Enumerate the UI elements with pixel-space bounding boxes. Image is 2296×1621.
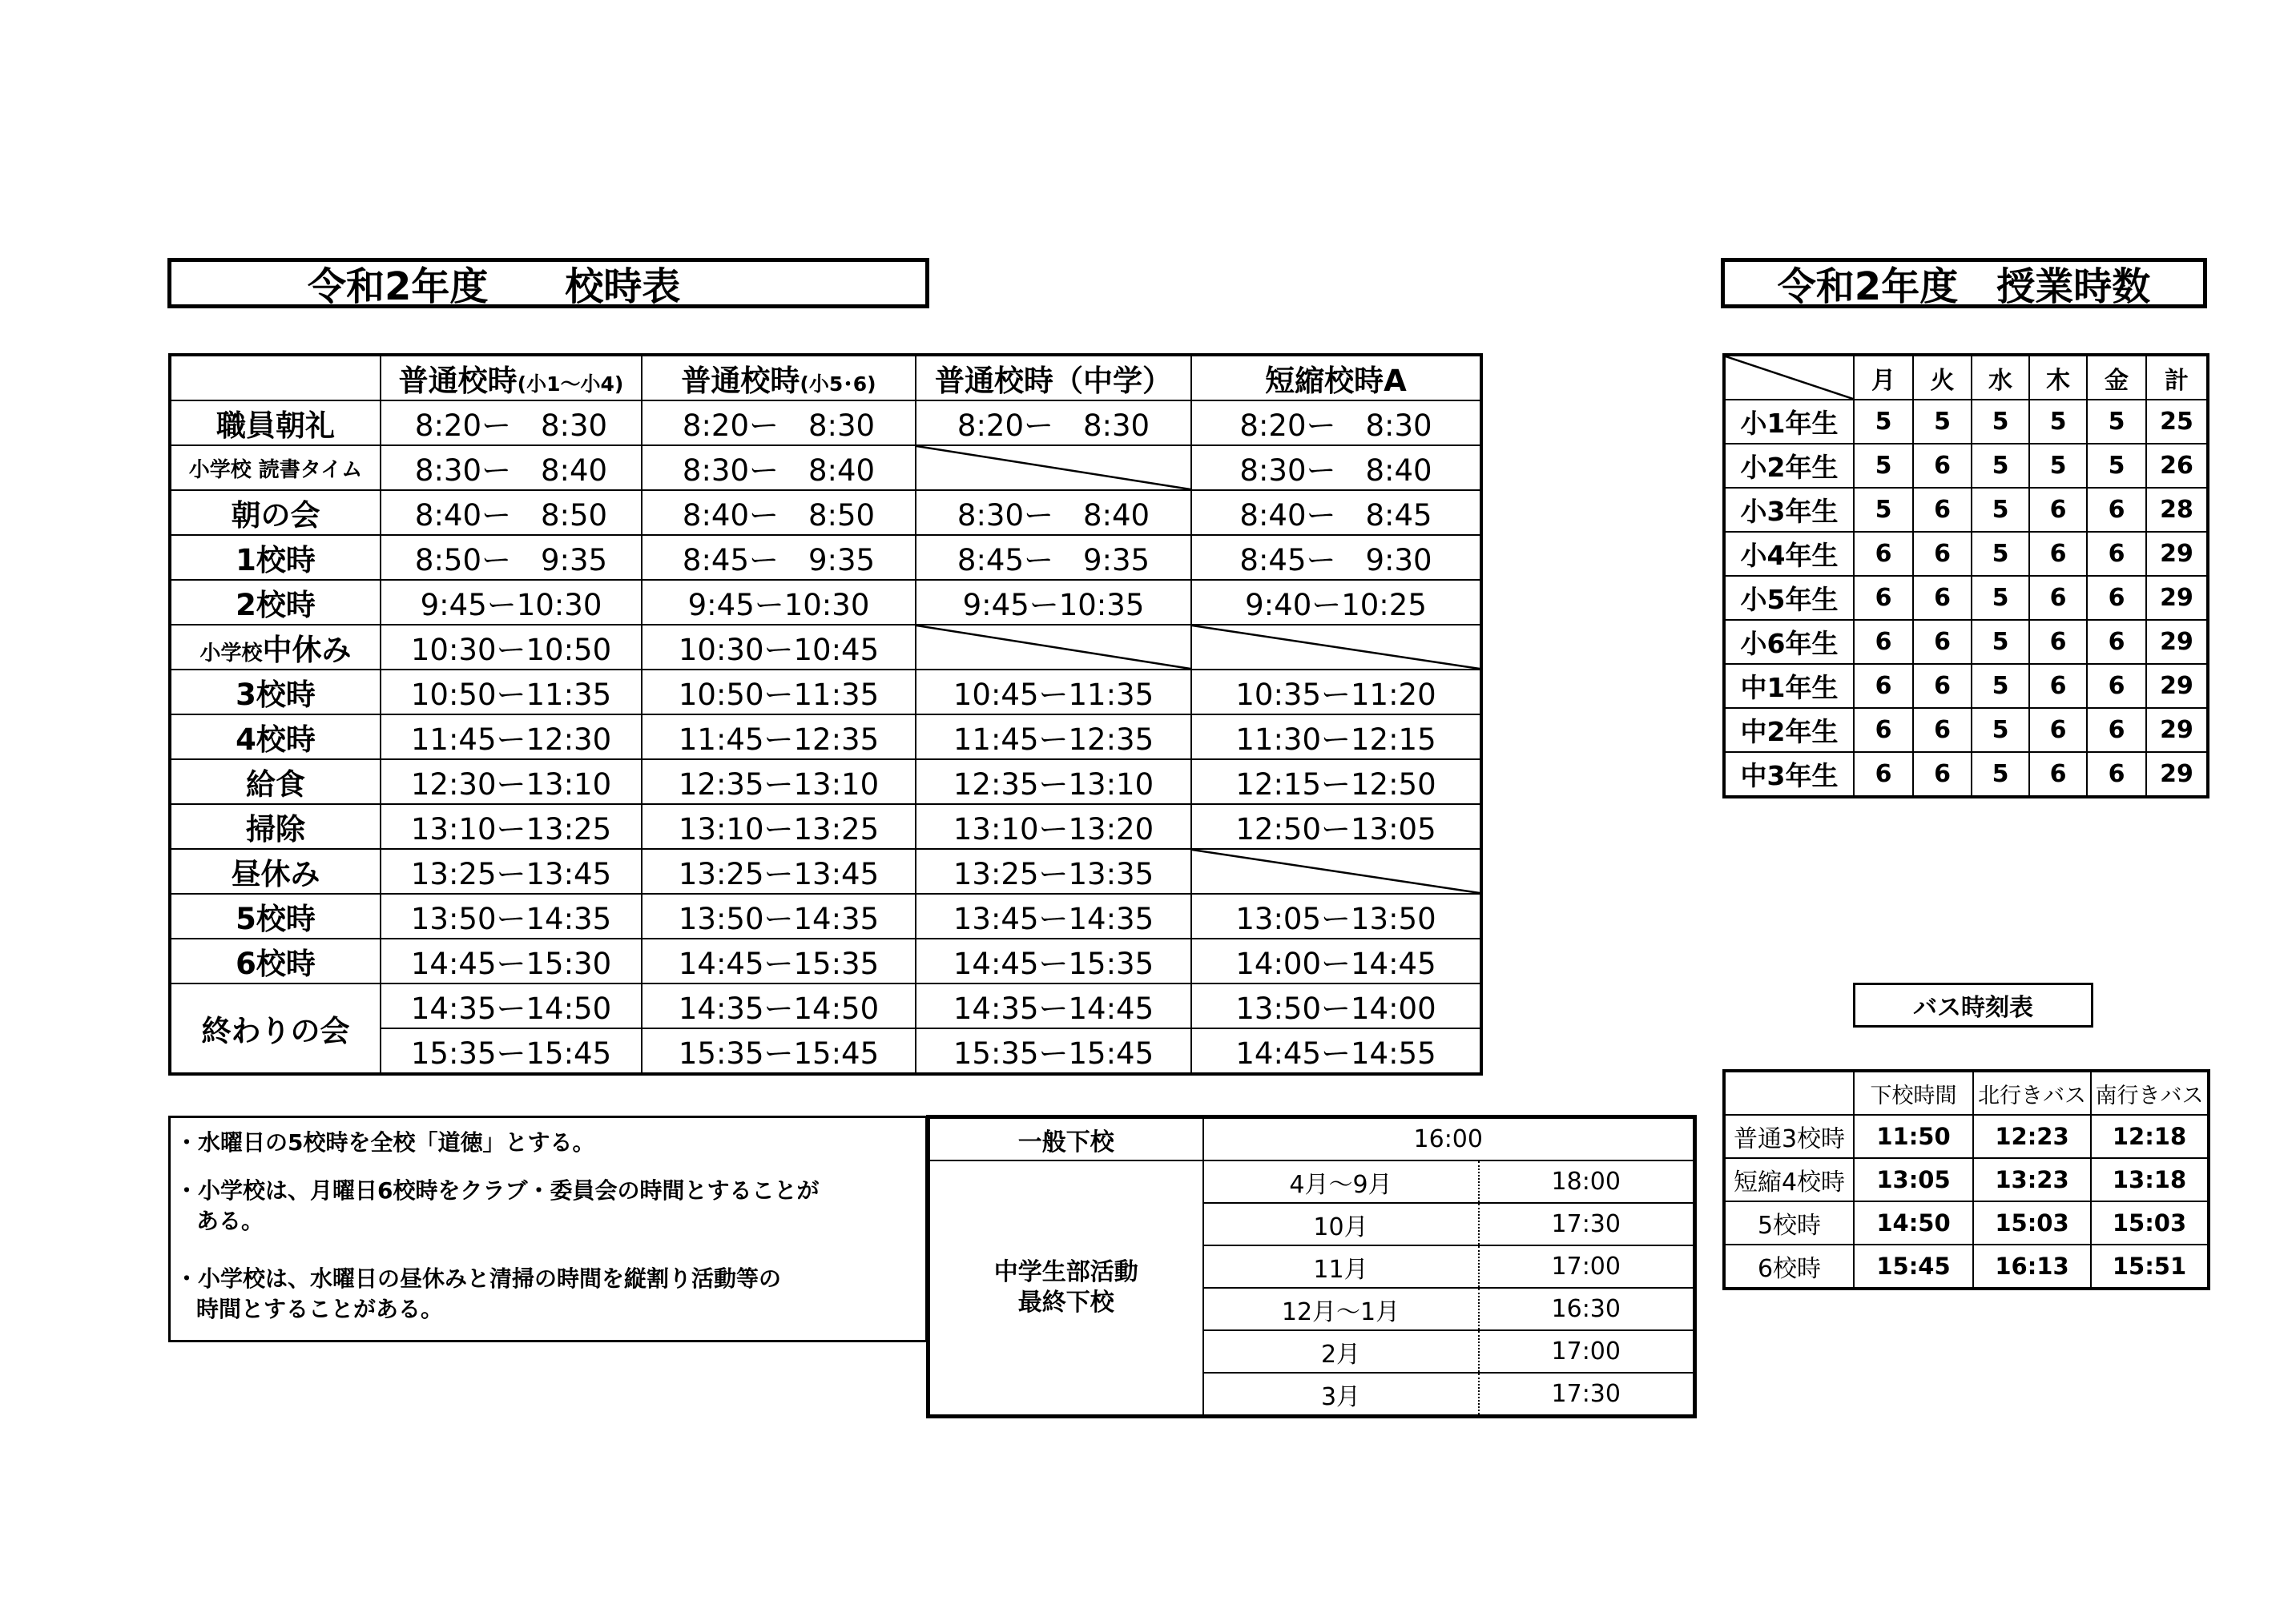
table-row [1724,532,2208,576]
time-cell: 15:35ー15:45 [381,1028,642,1074]
schedule-title: 令和2年度 校時表 [167,258,929,308]
grade-label: 中3年生 [1724,752,1854,797]
time-cell: 14:35ー14:50 [642,983,916,1028]
time-cell: 8:30ー 8:40 [381,445,642,490]
time-cell: 13:25ー13:45 [381,849,642,894]
month-cell: 3月 [1203,1373,1479,1417]
time-cell: 10:50ー11:35 [381,670,642,714]
time-cell: 12:35ー13:10 [916,759,1191,804]
hours-cell: 5 [1972,664,2029,708]
bus-header: 北行きバス [1973,1071,2091,1115]
table-row [170,580,1481,625]
day-header: 月 [1854,355,1913,400]
row-label: 3校時 [170,670,381,714]
time-cell: 9:45ー10:35 [916,580,1191,625]
total-cell: 26 [2146,444,2208,488]
hours-title: 令和2年度 授業時数 [1721,258,2207,308]
hours-cell: 6 [1854,532,1913,576]
bus-row-label: 6校時 [1724,1245,1854,1289]
time-cell: 8:40ー 8:50 [381,490,642,535]
note-2: ・小学校は、月曜日6校時をクラブ・委員会の時間とすることが [175,1177,820,1204]
month-cell: 10月 [1203,1203,1479,1245]
empty-slashed-cell [1191,849,1481,894]
day-header: 金 [2087,355,2146,400]
hours-cell: 6 [1854,752,1913,797]
grade-label: 小3年生 [1724,488,1854,532]
table-row [1724,1158,2209,1201]
time-cell: 18:00 [1479,1160,1695,1203]
hours-cell: 6 [1854,664,1913,708]
time-cell: 13:50ー14:00 [1191,983,1481,1028]
col-header-3: 普通校時（中学） [916,355,1191,400]
table-row [170,983,1481,1028]
hours-cell: 6 [1913,576,1972,620]
time-cell: 14:45ー15:35 [916,939,1191,983]
hours-cell: 5 [2087,444,2146,488]
hours-cell: 5 [1972,708,2029,752]
hours-cell: 6 [2029,708,2087,752]
row-label: 終わりの会 [170,983,381,1074]
table-row [1724,620,2208,664]
time-cell: 10:30ー10:45 [642,625,916,670]
day-header: 水 [1972,355,2029,400]
hours-cell: 6 [2029,664,2087,708]
time-cell: 8:20ー 8:30 [642,400,916,445]
hours-cell: 6 [2087,664,2146,708]
hours-cell: 6 [1913,444,1972,488]
time-cell: 14:45ー15:35 [642,939,916,983]
row-label: 昼休み [170,849,381,894]
table-row [170,939,1481,983]
hours-cell: 5 [1972,444,2029,488]
bus-header: 南行きバス [2091,1071,2209,1115]
time-cell: 14:45ー14:55 [1191,1028,1481,1074]
time-cell: 8:50ー 9:35 [381,535,642,580]
table-row [1724,708,2208,752]
total-cell: 28 [2146,488,2208,532]
time-cell: 17:30 [1479,1373,1695,1417]
time-cell: 9:45ー10:30 [381,580,642,625]
hours-cell: 5 [1972,488,2029,532]
hours-cell: 6 [2029,532,2087,576]
col-header-4: 短縮校時A [1191,355,1481,400]
hours-cell: 5 [1972,532,2029,576]
hours-cell: 6 [1854,576,1913,620]
time-cell: 8:20ー 8:30 [381,400,642,445]
total-header: 計 [2146,355,2208,400]
table-row [1724,1115,2209,1158]
row-label: 5校時 [170,894,381,939]
row-label: 掃除 [170,804,381,849]
time-cell: 16:30 [1479,1288,1695,1330]
time-cell: 10:45ー11:35 [916,670,1191,714]
time-cell: 8:20ー 8:30 [916,400,1191,445]
bus-time: 13:18 [2091,1158,2209,1201]
dismissal-table [926,1115,1697,1418]
bus-time: 15:45 [1854,1245,1973,1289]
row-label: 職員朝礼 [170,400,381,445]
time-cell: 9:45ー10:30 [642,580,916,625]
empty-slashed-cell [1191,625,1481,670]
corner-cell [170,355,381,400]
table-row [170,849,1481,894]
hours-cell: 6 [1913,488,1972,532]
hours-cell: 5 [1854,444,1913,488]
corner-cell [1724,1071,1854,1115]
row-label: 給食 [170,759,381,804]
time-cell: 8:45ー 9:30 [1191,535,1481,580]
table-row [1724,400,2208,444]
table-row [170,625,1481,670]
time-cell: 8:30ー 8:40 [916,490,1191,535]
table-row [1724,1201,2209,1245]
table-row [170,894,1481,939]
hours-cell: 5 [1972,620,2029,664]
hours-cell: 5 [1913,400,1972,444]
month-cell: 11月 [1203,1245,1479,1288]
hours-cell: 5 [1972,752,2029,797]
table-row [170,535,1481,580]
table-row [170,670,1481,714]
table-row [1724,488,2208,532]
time-cell: 13:10ー13:25 [381,804,642,849]
hours-cell: 6 [2087,576,2146,620]
time-cell: 8:30ー 8:40 [1191,445,1481,490]
row-label: 6校時 [170,939,381,983]
total-cell: 29 [2146,576,2208,620]
time-cell: 11:45ー12:35 [916,714,1191,759]
time-cell: 12:30ー13:10 [381,759,642,804]
table-row [170,714,1481,759]
hours-cell: 6 [1913,620,1972,664]
hours-cell: 6 [1854,620,1913,664]
time-cell: 11:45ー12:30 [381,714,642,759]
row-label: 小学校 読書タイム [170,445,381,490]
time-cell: 9:40ー10:25 [1191,580,1481,625]
grade-label: 小2年生 [1724,444,1854,488]
bus-header: 下校時間 [1854,1071,1973,1115]
row-label: 1校時 [170,535,381,580]
table-row [1724,444,2208,488]
time-cell: 15:35ー15:45 [642,1028,916,1074]
general-dismissal-label: 一般下校 [928,1117,1203,1161]
hours-cell: 6 [1913,752,1972,797]
table-row [928,1160,1695,1203]
time-cell: 13:10ー13:20 [916,804,1191,849]
hours-cell: 5 [2029,444,2087,488]
time-cell: 8:20ー 8:30 [1191,400,1481,445]
col-header-1: 普通校時(小1～小4) [381,355,642,400]
note-1: ・水曜日の5校時を全校「道徳」とする。 [175,1129,595,1156]
total-cell: 29 [2146,532,2208,576]
notes-box [168,1116,928,1342]
time-cell: 12:35ー13:10 [642,759,916,804]
time-cell: 13:25ー13:45 [642,849,916,894]
total-cell: 29 [2146,752,2208,797]
class-hours-table [1722,353,2209,798]
total-cell: 29 [2146,664,2208,708]
bus-time: 15:51 [2091,1245,2209,1289]
bus-time: 11:50 [1854,1115,1973,1158]
row-label: 2校時 [170,580,381,625]
row-label: 小学校中休み [170,625,381,670]
time-cell: 12:50ー13:05 [1191,804,1481,849]
time-cell: 14:45ー15:30 [381,939,642,983]
empty-slashed-cell [916,625,1191,670]
bus-time: 15:03 [1973,1201,2091,1245]
time-cell: 13:45ー14:35 [916,894,1191,939]
time-cell: 13:10ー13:25 [642,804,916,849]
grade-label: 中1年生 [1724,664,1854,708]
hours-cell: 5 [2087,400,2146,444]
time-cell: 8:30ー 8:40 [642,445,916,490]
hours-cell: 6 [2087,488,2146,532]
hours-cell: 6 [2029,752,2087,797]
time-cell: 13:50ー14:35 [642,894,916,939]
row-label: 4校時 [170,714,381,759]
hours-cell: 6 [2087,752,2146,797]
hours-cell: 5 [1854,488,1913,532]
time-cell: 11:45ー12:35 [642,714,916,759]
grade-label: 小1年生 [1724,400,1854,444]
bus-time: 13:23 [1973,1158,2091,1201]
table-row [170,445,1481,490]
club-dismissal-label: 中学生部活動 最終下校 [928,1160,1203,1417]
empty-slashed-cell [916,445,1191,490]
table-row [1724,752,2208,797]
time-cell: 8:40ー 8:50 [642,490,916,535]
month-cell: 4月～9月 [1203,1160,1479,1203]
day-header: 木 [2029,355,2087,400]
grade-label: 小6年生 [1724,620,1854,664]
time-cell: 13:05ー13:50 [1191,894,1481,939]
bus-time: 16:13 [1973,1245,2091,1289]
time-cell: 11:30ー12:15 [1191,714,1481,759]
hours-cell: 6 [2029,576,2087,620]
bus-time: 15:03 [2091,1201,2209,1245]
time-cell: 14:35ー14:50 [381,983,642,1028]
hours-cell: 6 [2087,620,2146,664]
hours-cell: 5 [1972,400,2029,444]
table-row [170,490,1481,535]
hours-cell: 6 [2029,488,2087,532]
hours-cell: 6 [1913,708,1972,752]
bus-time: 12:23 [1973,1115,2091,1158]
note-3-cont: 時間とすることがある。 [196,1296,444,1322]
time-cell: 10:50ー11:35 [642,670,916,714]
time-cell: 13:25ー13:35 [916,849,1191,894]
bus-row-label: 普通3校時 [1724,1115,1854,1158]
hours-cell: 6 [2029,620,2087,664]
note-2-cont: ある。 [196,1208,264,1234]
hours-cell: 6 [1854,708,1913,752]
table-row [1724,576,2208,620]
time-cell: 8:45ー 9:35 [642,535,916,580]
grade-label: 小4年生 [1724,532,1854,576]
note-3: ・小学校は、水曜日の昼休みと清掃の時間を縦割り活動等の [175,1265,782,1292]
hours-cell: 5 [2029,400,2087,444]
grade-label: 小5年生 [1724,576,1854,620]
time-cell: 15:35ー15:45 [916,1028,1191,1074]
hours-cell: 6 [2087,532,2146,576]
time-cell: 17:00 [1479,1245,1695,1288]
bus-table [1722,1069,2210,1290]
time-cell: 10:35ー11:20 [1191,670,1481,714]
month-cell: 2月 [1203,1330,1479,1373]
col-header-2: 普通校時(小5･6) [642,355,916,400]
table-row [1724,1245,2209,1289]
day-header: 火 [1913,355,1972,400]
time-cell: 14:00ー14:45 [1191,939,1481,983]
hours-cell: 6 [2087,708,2146,752]
hours-cell: 6 [1913,664,1972,708]
row-label: 朝の会 [170,490,381,535]
time-cell: 14:35ー14:45 [916,983,1191,1028]
total-cell: 29 [2146,620,2208,664]
time-cell: 10:30ー10:50 [381,625,642,670]
bus-row-label: 5校時 [1724,1201,1854,1245]
bus-time: 12:18 [2091,1115,2209,1158]
table-row [170,804,1481,849]
hours-cell: 6 [1913,532,1972,576]
time-cell: 12:15ー12:50 [1191,759,1481,804]
bus-title: バス時刻表 [1853,983,2093,1028]
timetable [168,353,1483,1076]
month-cell: 12月～1月 [1203,1288,1479,1330]
bus-time: 13:05 [1854,1158,1973,1201]
time-cell: 13:50ー14:35 [381,894,642,939]
table-row [170,759,1481,804]
hours-cell: 5 [1972,576,2029,620]
bus-row-label: 短縮4校時 [1724,1158,1854,1201]
bus-time: 14:50 [1854,1201,1973,1245]
corner-cell [1724,355,1854,400]
time-cell: 8:40ー 8:45 [1191,490,1481,535]
time-cell: 17:00 [1479,1330,1695,1373]
table-row [928,1117,1695,1161]
table-row [1724,664,2208,708]
total-cell: 29 [2146,708,2208,752]
grade-label: 中2年生 [1724,708,1854,752]
time-cell: 8:45ー 9:35 [916,535,1191,580]
general-dismissal-time: 16:00 [1203,1117,1695,1161]
total-cell: 25 [2146,400,2208,444]
hours-cell: 5 [1854,400,1913,444]
time-cell: 17:30 [1479,1203,1695,1245]
table-row [170,400,1481,445]
